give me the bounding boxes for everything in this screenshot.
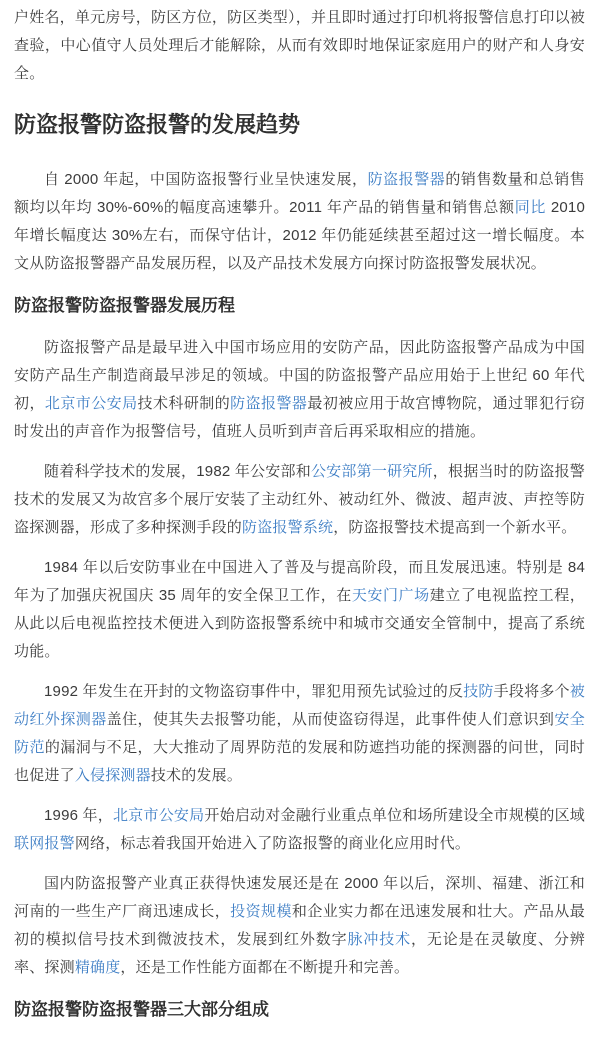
text-run: 国内防盗报警产业真正获得快速发展还是在 2000 年以后，深圳、福建、浙江和河南的一些生产厂商迅速成长，	[14, 875, 585, 920]
text-run: 自 2000 年起，中国防盗报警行业呈快速发展，	[44, 171, 368, 188]
text-run: 的销售数量和总销售额均以年均 30%-60%的幅度高速攀升。2011 年产品的销售量和销售总额	[14, 171, 585, 216]
text-run: ，无论是在灵敏度、分辨率、探测	[14, 931, 586, 976]
inline-link[interactable]: 投资规模	[230, 903, 292, 920]
text-run: 户姓名，单元房号，防区方位，防区类型），并且即时通过打印机将报警信息打印以被查验，中心值守人员处理后才能解除，从而有效即时地保证家庭用户的财产和人身安全。	[14, 9, 585, 82]
paragraph	[14, 458, 585, 542]
text-run: 防盗报警产品是最早进入中国市场应用的安防产品，因此防盗报警产品成为中国安防产品生产制造商最早涉足的领域。中国的防盗报警产品应用始于上世纪 60 年代初，	[14, 339, 585, 412]
inline-link[interactable]: 入侵探测器	[74, 767, 151, 784]
text-run: 网络，标志着我国开始进入了防盗报警的商业化应用时代。	[74, 835, 471, 852]
inline-link[interactable]: 北京市公安局	[113, 807, 205, 824]
subsection-title: 防盗报警防盗报警器发展历程	[14, 296, 235, 315]
inline-link[interactable]: 技防	[463, 683, 494, 700]
inline-link[interactable]: 被动红外探测器	[14, 683, 585, 728]
section-title: 防盗报警防盗报警的发展趋势	[14, 112, 301, 137]
text-run: 2010 年增长幅度达 30%左右，而保守估计，2012 年仍能延续甚至超过这一增长幅度。本文从防盗报警器产品发展历程，以及产品技术发展方向探讨防盗报警发展状况。	[14, 199, 585, 272]
inline-link[interactable]: 防盗报警系统	[242, 519, 334, 536]
inline-link[interactable]: 安全防范	[14, 711, 585, 756]
inline-link[interactable]: 防盗报警器	[367, 171, 446, 188]
text-run: 技术的发展。	[150, 767, 243, 784]
text-run: 1992 年发生在开封的文物盗窃事件中，罪犯用预先试验过的反	[44, 683, 464, 700]
paragraph	[14, 554, 585, 666]
inline-link[interactable]: 防盗报警器	[230, 395, 308, 412]
inline-link[interactable]: 联网报警	[14, 835, 75, 852]
subsection-title: 防盗报警防盗报警器三大部分组成	[14, 1000, 269, 1019]
text-run: 1984 年以后安防事业在中国进入了普及与提高阶段，而且发展迅速。特别是 84 年为了加强庆祝国庆 35 周年的安全保卫工作，在	[14, 559, 585, 604]
text-run: 随着科学技术的发展，1982 年公安部和	[44, 463, 311, 480]
paragraph	[14, 678, 585, 790]
paragraph	[14, 802, 585, 858]
text-run: 1996 年，	[44, 807, 114, 824]
text-run: 手段将多个	[493, 683, 570, 700]
inline-link[interactable]: 精确度	[74, 959, 121, 976]
text-run: 技术科研制的	[137, 395, 231, 412]
inline-link[interactable]: 北京市公安局	[44, 395, 138, 412]
text-run: 开始启动对金融行业重点单位和场所建设全市规模的区域	[204, 807, 585, 824]
paragraph	[14, 166, 585, 278]
text-run: ，防盗报警技术提高到一个新水平。	[333, 519, 577, 536]
inline-link[interactable]: 公安部第一研究所	[310, 463, 433, 480]
text-run: 的漏洞与不足，大大推动了周界防范的发展和防遮挡功能的探测器的问世，同时也促进了	[14, 739, 585, 784]
paragraph	[14, 334, 585, 446]
text-run: 盖住，使其失去报警功能，从而使盗窃得逞，此事件使人们意识到	[106, 711, 555, 728]
paragraph	[14, 4, 585, 88]
text-run: 和企业实力都在迅速发展和壮大。产品从最初的模拟信号技术到微波技术，发展到红外数字	[14, 903, 585, 948]
inline-link[interactable]: 同比	[514, 199, 547, 216]
paragraph	[14, 870, 585, 982]
text-run: ，根据当时的防盗报警技术的发展又为故宫多个展厅安装了主动红外、被动红外、微波、超声波、声控等防盗探测器，形成了多种探测手段的	[14, 463, 585, 536]
text-run: 最初被应用于故宫博物院，通过罪犯行窃时发出的声音作为报警信号，值班人员听到声音后再采取相应的措施。	[14, 395, 586, 440]
text-run: ，还是工作性能方面都在不断提升和完善。	[120, 959, 410, 976]
inline-link[interactable]: 脉冲技术	[347, 931, 412, 948]
inline-link[interactable]: 天安门广场	[351, 587, 430, 604]
text-run: 建立了电视监控工程，从此以后电视监控技术便进入到防盗报警系统中和城市交通安全管制中，提高了系统功能。	[14, 587, 585, 660]
